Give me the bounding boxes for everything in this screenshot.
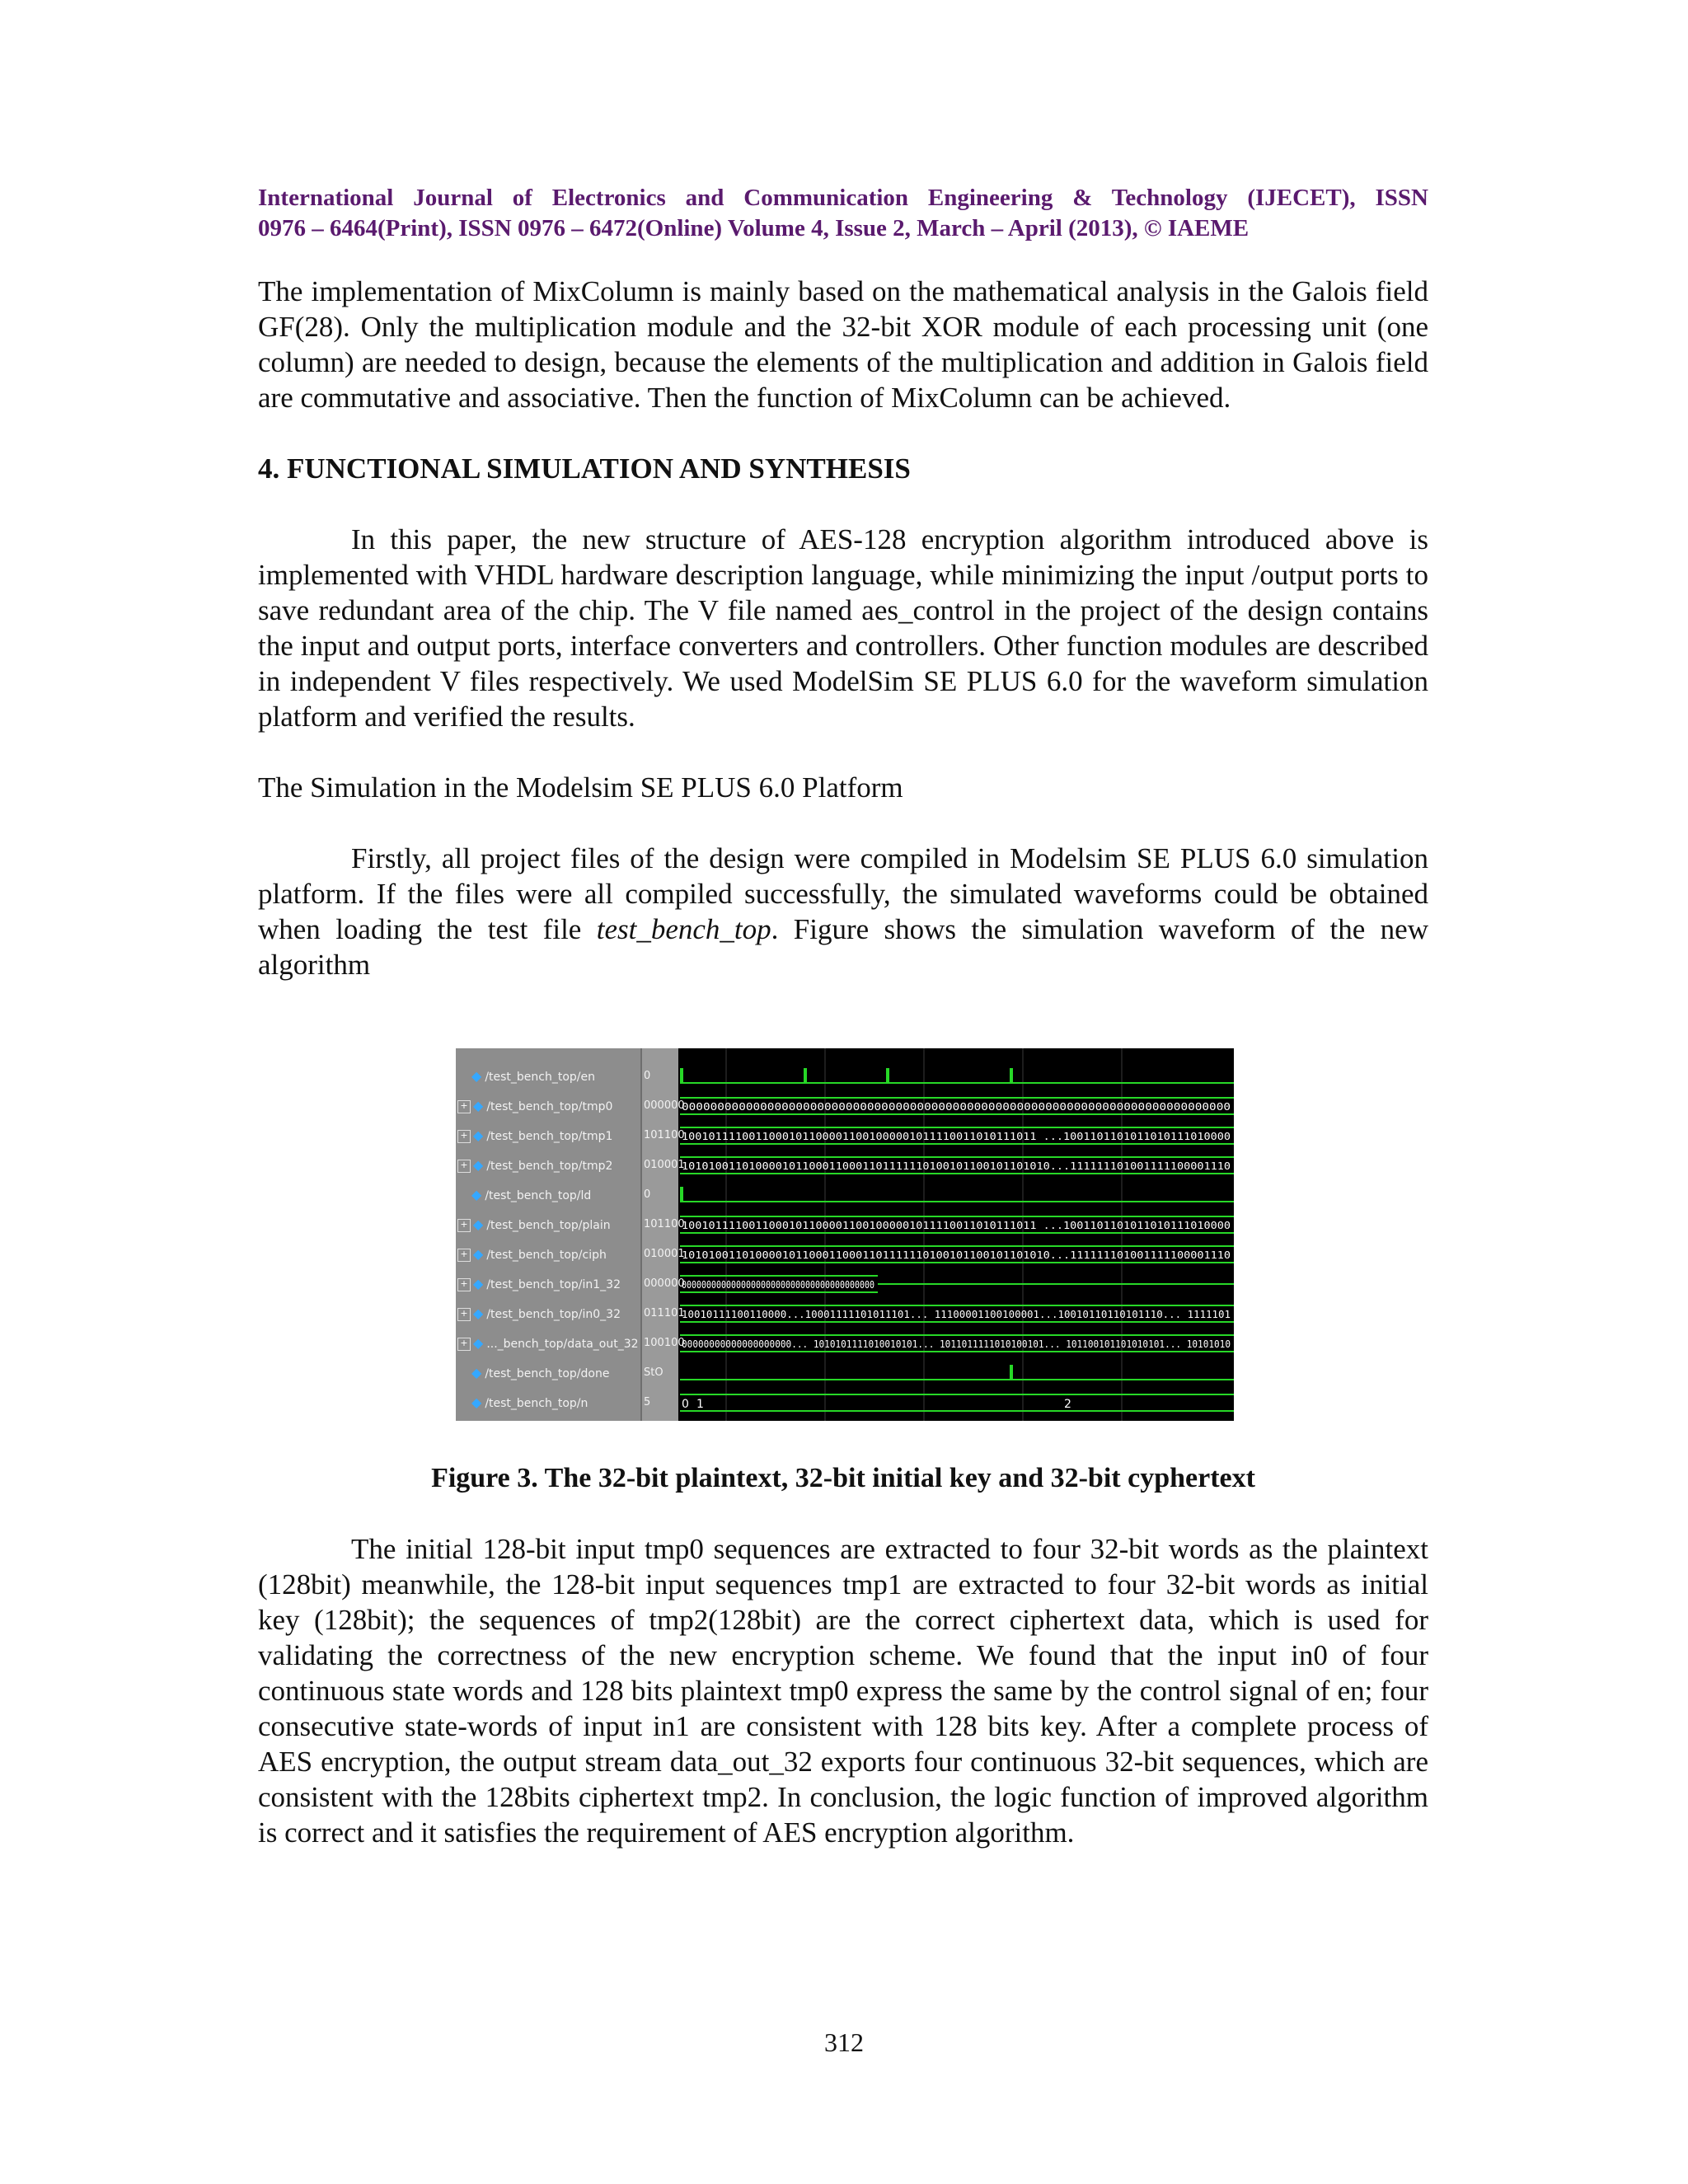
bit-pulse (886, 1068, 889, 1083)
section-heading: 4. FUNCTIONAL SIMULATION AND SYNTHESIS (258, 452, 911, 485)
signal-diamond-icon: ◆ (473, 1216, 484, 1232)
signal-name[interactable] (456, 1091, 640, 1121)
signal-name[interactable] (456, 1151, 640, 1180)
bit-pulse (680, 1187, 683, 1202)
bit-pulse (1010, 1365, 1013, 1380)
signal-value: 000000 (644, 1277, 685, 1290)
bus-value: 1 (696, 1398, 704, 1411)
expand-icon[interactable]: + (457, 1160, 471, 1173)
signal-name-text: /test_bench_top/n (485, 1397, 588, 1410)
bus-value: 000000000000000000000000000000000000000 (682, 1279, 874, 1291)
paragraph-mixcolumn: The implementation of MixColumn is mainly based on the mathematical analysis in the Galois field GF(28). Only the multiplication module and the 32-bit XOR module of each processing unit (one column) are needed to design, because the elements of the multiplication and addition in Galois field are commutative and associative. Then the function of MixColumn can be achieved. (258, 275, 1428, 414)
signal-diamond-icon: ◆ (471, 1365, 482, 1380)
bit-pulse (804, 1068, 807, 1083)
signal-name[interactable] (456, 1121, 640, 1151)
signal-value: 100100 (644, 1337, 685, 1349)
signal-value: 011101 (644, 1307, 685, 1319)
signal-name[interactable] (456, 1388, 640, 1418)
bit-pulse (680, 1068, 683, 1083)
signal-name[interactable] (456, 1180, 640, 1210)
bus-value: 2 (1064, 1398, 1071, 1411)
signal-value: 000000 (644, 1099, 685, 1112)
signal-name-text: /test_bench_top/tmp1 (486, 1130, 613, 1143)
signal-diamond-icon: ◆ (473, 1276, 484, 1291)
expand-icon[interactable]: + (457, 1308, 471, 1321)
signal-diamond-icon: ◆ (471, 1068, 482, 1084)
signal-name[interactable] (456, 1358, 640, 1388)
signal-name-text: /test_bench_top/ld (485, 1189, 592, 1202)
expand-icon[interactable]: + (457, 1278, 471, 1291)
signal-value: 101100 (644, 1129, 685, 1141)
bus-value: 10010111100110001011000011001000001011110011010111011 ...1001101101011010111010000 (682, 1220, 1231, 1231)
signal-name-text: /test_bench_top/tmp2 (486, 1160, 613, 1173)
signal-value: 101100 (644, 1218, 685, 1230)
page-content (258, 183, 1428, 1850)
signal-value: 0 (644, 1070, 651, 1082)
signal-diamond-icon: ◆ (471, 1394, 482, 1410)
waveform-plot (680, 1048, 1234, 1421)
signal-name[interactable] (456, 1299, 640, 1329)
signal-name-text: /test_bench_top/en (485, 1071, 596, 1084)
bus-value: 00000000000000000000000000000000000000000000000000000000000000000000000000000 (682, 1101, 1231, 1113)
signal-diamond-icon: ◆ (473, 1098, 484, 1113)
expand-icon[interactable]: + (457, 1130, 471, 1143)
test-file-name: test_bench_top (596, 913, 771, 945)
signal-name[interactable] (456, 1240, 640, 1269)
expand-icon[interactable]: + (457, 1249, 471, 1262)
bit-pulse (1010, 1068, 1013, 1083)
paragraph-results: The initial 128-bit input tmp0 sequences are extracted to four 32-bit words as the plaintext (128bit) meanwhile, the 128-bit input sequences tmp1 are extracted to four 32-bit words as initial key (128bit); the sequences of tmp2(128bit) are the correct ciphertext data, which is used for validating the correctness of the new encryption scheme. We found that the input in0 of four continuous state words and 128 bits plaintext tmp0 express the same by the control signal of en; four consecutive state-words of input in1 are consistent with 128 bits key. After a complete process of AES encryption, the output stream data_out_32 exports four continuous 32-bit sequences, which are consistent with the 128bits ciphertext tmp2. In conclusion, the logic function of improved algorithm is correct and it satisfies the requirement of AES encryption algorithm. (258, 1533, 1428, 1849)
expand-icon[interactable]: + (457, 1338, 471, 1351)
signal-value: 010001 (644, 1248, 685, 1260)
paragraph-simulation (258, 841, 1428, 982)
signal-value: 010001 (644, 1159, 685, 1171)
signal-value: 0 (644, 1188, 651, 1201)
signal-name-text: ..._bench_top/data_out_32 (486, 1338, 639, 1351)
signal-name[interactable] (456, 1062, 640, 1091)
signal-name-text: /test_bench_top/in1_32 (486, 1278, 621, 1291)
figure-caption: Figure 3. The 32-bit plaintext, 32-bit initial key and 32-bit cyphertext (431, 1463, 1255, 1493)
bus-value: 0 (682, 1398, 689, 1411)
bus-value: 00000000000000000000... 1010101111010010101... 1011011111010100101... 101100101101010101... 10101010 (682, 1338, 1231, 1350)
signal-name[interactable] (456, 1210, 640, 1240)
paragraph-simulation-part-a: Firstly, all project files of the design were compiled in Modelsim SE PLUS 6.0 simulation platform. If the files were all compiled successfully, the simulated waveforms could be obtained when loading the test file (258, 842, 1428, 945)
expand-icon[interactable]: + (457, 1100, 471, 1113)
subheading-simulation: The Simulation in the Modelsim SE PLUS 6.0 Platform (258, 771, 903, 804)
signal-name-text: /test_bench_top/in0_32 (486, 1308, 621, 1321)
signal-diamond-icon: ◆ (473, 1127, 484, 1143)
paragraph-simulation-part-b: . Figure shows the simulation waveform of the new algorithm (258, 913, 1428, 981)
journal-header (258, 183, 1428, 244)
page-number: 312 (824, 2027, 864, 2057)
signal-diamond-icon: ◆ (473, 1335, 484, 1351)
signal-value: 5 (644, 1396, 651, 1408)
signal-name[interactable] (456, 1329, 640, 1358)
bus-value: 1010100110100001011000110001101111110100101100101101010...111111101001111100001110 (682, 1249, 1231, 1261)
journal-header-line-2: 0976 – 6464(Print), ISSN 0976 – 6472(Online) Volume 4, Issue 2, March – April (2013), © IAEME (258, 215, 1250, 241)
signal-name-text: /test_bench_top/done (485, 1367, 610, 1380)
signal-diamond-icon: ◆ (473, 1246, 484, 1262)
signal-diamond-icon: ◆ (473, 1305, 484, 1321)
journal-header-line-1: International Journal of Electronics and Communication Engineering & Technology (IJECET), ISSN (258, 185, 1428, 211)
signal-diamond-icon: ◆ (473, 1157, 484, 1173)
bus-value: 1010100110100001011000110001101111110100101100101101010...111111101001111100001110 (682, 1160, 1231, 1172)
simulation-waveform-figure (456, 1048, 1234, 1421)
signal-value: StO (644, 1366, 663, 1379)
signal-name-text: /test_bench_top/ciph (486, 1249, 607, 1262)
expand-icon[interactable]: + (457, 1219, 471, 1232)
bus-value: 10010111100110001011000011001000001011110011010111011 ...1001101101011010111010000 (682, 1131, 1231, 1142)
signal-name[interactable] (456, 1269, 640, 1299)
paragraph-intro: In this paper, the new structure of AES-128 encryption algorithm introduced above is implemented with VHDL hardware description language, while minimizing the input /output ports to save redundant area of the chip. The V file named aes_control in the project of the design contains the input and output ports, interface converters and controllers. Other function modules are described in independent V files respectively. We used ModelSim SE PLUS 6.0 for the waveform simulation platform and verified the results. (258, 523, 1428, 733)
signal-name-text: /test_bench_top/tmp0 (486, 1100, 613, 1113)
signal-diamond-icon: ◆ (471, 1187, 482, 1202)
bus-value: 10010111100110000...10001111101011101... 11100001100100001...10010110110101110... 1111101 (682, 1309, 1231, 1320)
signal-name-text: /test_bench_top/plain (486, 1219, 611, 1232)
